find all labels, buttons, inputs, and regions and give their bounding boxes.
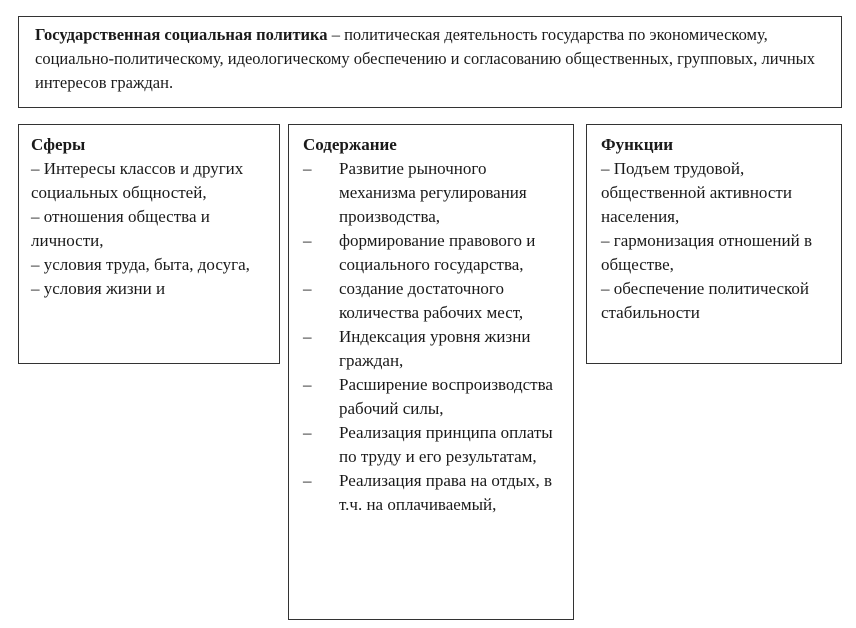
dash-marker: – <box>303 423 312 442</box>
dash-marker: – <box>303 159 312 178</box>
list-item: – условия жизни и <box>31 279 166 298</box>
functions-box <box>586 124 842 364</box>
list-item-text: формирование правового и социального государства, <box>339 231 536 274</box>
list-item-text: Индексация уровня жизни граждан, <box>339 327 531 370</box>
list-item-text: Реализация права на отдых, в т.ч. на оплачиваемый, <box>339 471 552 514</box>
dash-marker: – <box>303 231 312 250</box>
spheres-list <box>31 157 271 301</box>
list-item-text: создание достаточного количества рабочих мест, <box>339 279 524 322</box>
list-item <box>303 325 565 373</box>
list-item <box>303 229 565 277</box>
functions-list <box>601 157 833 325</box>
list-item <box>303 157 565 229</box>
content-list <box>303 157 565 517</box>
list-item: – обеспечение политической стабильности <box>601 279 810 322</box>
spheres-title: Сферы <box>31 135 86 154</box>
list-item-text: Расширение воспроизводства рабочий силы, <box>339 375 553 418</box>
list-item <box>303 373 565 421</box>
list-item <box>303 421 565 469</box>
definition-text: – политическая деятельность государства по экономическому, социально-политическому, идеологическому обеспечению и согласованию общественных, групповых, личных интересов граждан. <box>35 25 816 92</box>
list-item <box>303 277 565 325</box>
list-item: – условия труда, быта, досуга, <box>31 255 250 274</box>
list-item: – отношения общества и личности, <box>31 207 210 250</box>
list-item: – Интересы классов и других социальных общностей, <box>31 159 244 202</box>
definition-box <box>18 16 842 108</box>
content-title: Содержание <box>303 135 397 154</box>
list-item: – Подъем трудовой, общественной активности населения, <box>601 159 792 226</box>
dash-marker: – <box>303 327 312 346</box>
content-box <box>288 124 574 620</box>
list-item-text: Реализация принципа оплаты по труду и его результатам, <box>339 423 553 466</box>
definition-term: Государственная социальная политика <box>35 25 328 44</box>
functions-title: Функции <box>601 135 674 154</box>
dash-marker: – <box>303 375 312 394</box>
dash-marker: – <box>303 279 312 298</box>
dash-marker: – <box>303 471 312 490</box>
list-item: – гармонизация отношений в обществе, <box>601 231 812 274</box>
list-item-text: Развитие рыночного механизма регулирования производства, <box>339 159 527 226</box>
spheres-box <box>18 124 280 364</box>
list-item <box>303 469 565 517</box>
